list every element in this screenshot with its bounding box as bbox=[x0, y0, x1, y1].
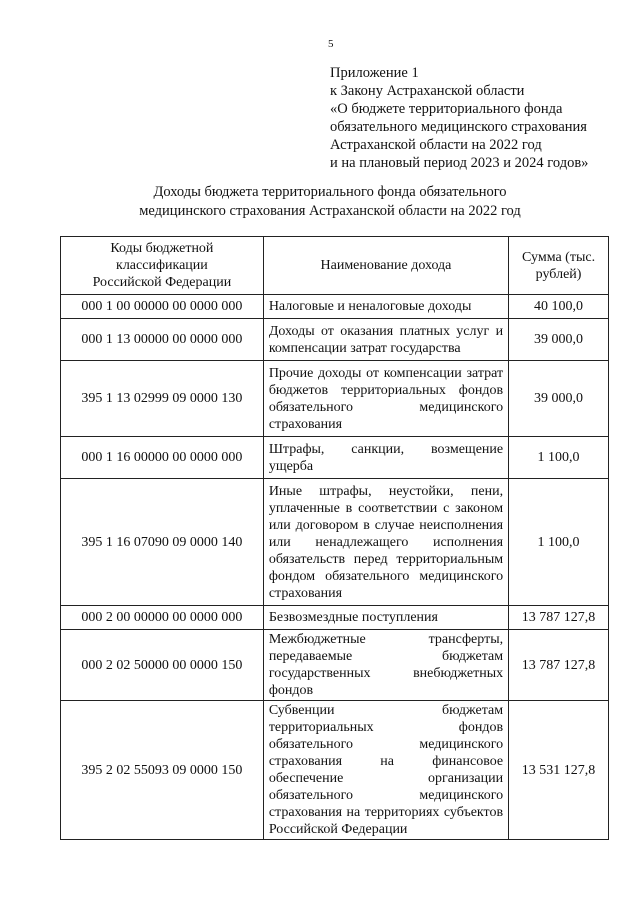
row-name: Доходы от оказания платных услуг и компенсации затрат государства bbox=[263, 319, 508, 361]
row-code: 395 1 16 07090 09 0000 140 bbox=[61, 479, 264, 606]
row-name: Налоговые и неналоговые доходы bbox=[263, 295, 508, 319]
title-line: медицинского страхования Астраханской области на 2022 год bbox=[139, 203, 521, 219]
row-name: Межбюджетные трансферты, передаваемые бюджетам государственных внебюджетных фондов bbox=[263, 630, 508, 701]
row-amount: 40 100,0 bbox=[509, 295, 609, 319]
row-name: Прочие доходы от компенсации затрат бюджетов территориальных фондов обязательного медицинского страхования bbox=[263, 361, 508, 437]
appendix-line: Астраханской области на 2022 год bbox=[330, 137, 542, 153]
appendix-line: обязательного медицинского страхования bbox=[330, 119, 587, 135]
row-code: 000 2 02 50000 00 0000 150 bbox=[61, 630, 264, 701]
table-row bbox=[61, 630, 609, 701]
document-title bbox=[0, 183, 639, 221]
table-row bbox=[61, 361, 609, 437]
row-code: 395 2 02 55093 09 0000 150 bbox=[61, 701, 264, 840]
row-amount: 13 787 127,8 bbox=[509, 630, 609, 701]
row-amount: 13 787 127,8 bbox=[509, 606, 609, 630]
table-header-row bbox=[61, 237, 609, 295]
appendix-block bbox=[330, 64, 588, 172]
header-code: Коды бюджетной классификации Российской Федерации bbox=[61, 237, 264, 295]
row-name: Субвенции бюджетам территориальных фондов обязательного медицинского страхования на финансовое обеспечение организации обязательного медицинского страхования на территориях субъектов Российской Федерации bbox=[263, 701, 508, 840]
row-code: 000 1 00 00000 00 0000 000 bbox=[61, 295, 264, 319]
table-row bbox=[61, 437, 609, 479]
header-name: Наименование дохода bbox=[263, 237, 508, 295]
table-row bbox=[61, 319, 609, 361]
table-row bbox=[61, 479, 609, 606]
row-code: 000 1 16 00000 00 0000 000 bbox=[61, 437, 264, 479]
row-code: 395 1 13 02999 09 0000 130 bbox=[61, 361, 264, 437]
table-row bbox=[61, 701, 609, 840]
row-name: Иные штрафы, неустойки, пени, уплаченные в соответствии с законом или договором в случае неисполнения или ненадлежащего исполнения обязательств перед территориальным фондом обязательного медицинского страхования bbox=[263, 479, 508, 606]
row-amount: 39 000,0 bbox=[509, 361, 609, 437]
appendix-line: Приложение 1 bbox=[330, 65, 419, 81]
row-name: Штрафы, санкции, возмещение ущерба bbox=[263, 437, 508, 479]
header-amount: Сумма (тыс. рублей) bbox=[509, 237, 609, 295]
table-row bbox=[61, 606, 609, 630]
appendix-line: и на плановый период 2023 и 2024 годов» bbox=[330, 155, 589, 171]
row-amount: 1 100,0 bbox=[509, 437, 609, 479]
row-amount: 39 000,0 bbox=[509, 319, 609, 361]
appendix-line: «О бюджете территориального фонда bbox=[330, 101, 563, 117]
row-code: 000 1 13 00000 00 0000 000 bbox=[61, 319, 264, 361]
row-amount: 1 100,0 bbox=[509, 479, 609, 606]
appendix-line: к Закону Астраханской области bbox=[330, 83, 525, 99]
row-amount: 13 531 127,8 bbox=[509, 701, 609, 840]
row-name: Безвозмездные поступления bbox=[263, 606, 508, 630]
page-number: 5 bbox=[328, 38, 334, 50]
row-code: 000 2 00 00000 00 0000 000 bbox=[61, 606, 264, 630]
title-line: Доходы бюджета территориального фонда обязательного bbox=[153, 184, 507, 200]
table-row bbox=[61, 295, 609, 319]
income-table bbox=[60, 236, 609, 840]
